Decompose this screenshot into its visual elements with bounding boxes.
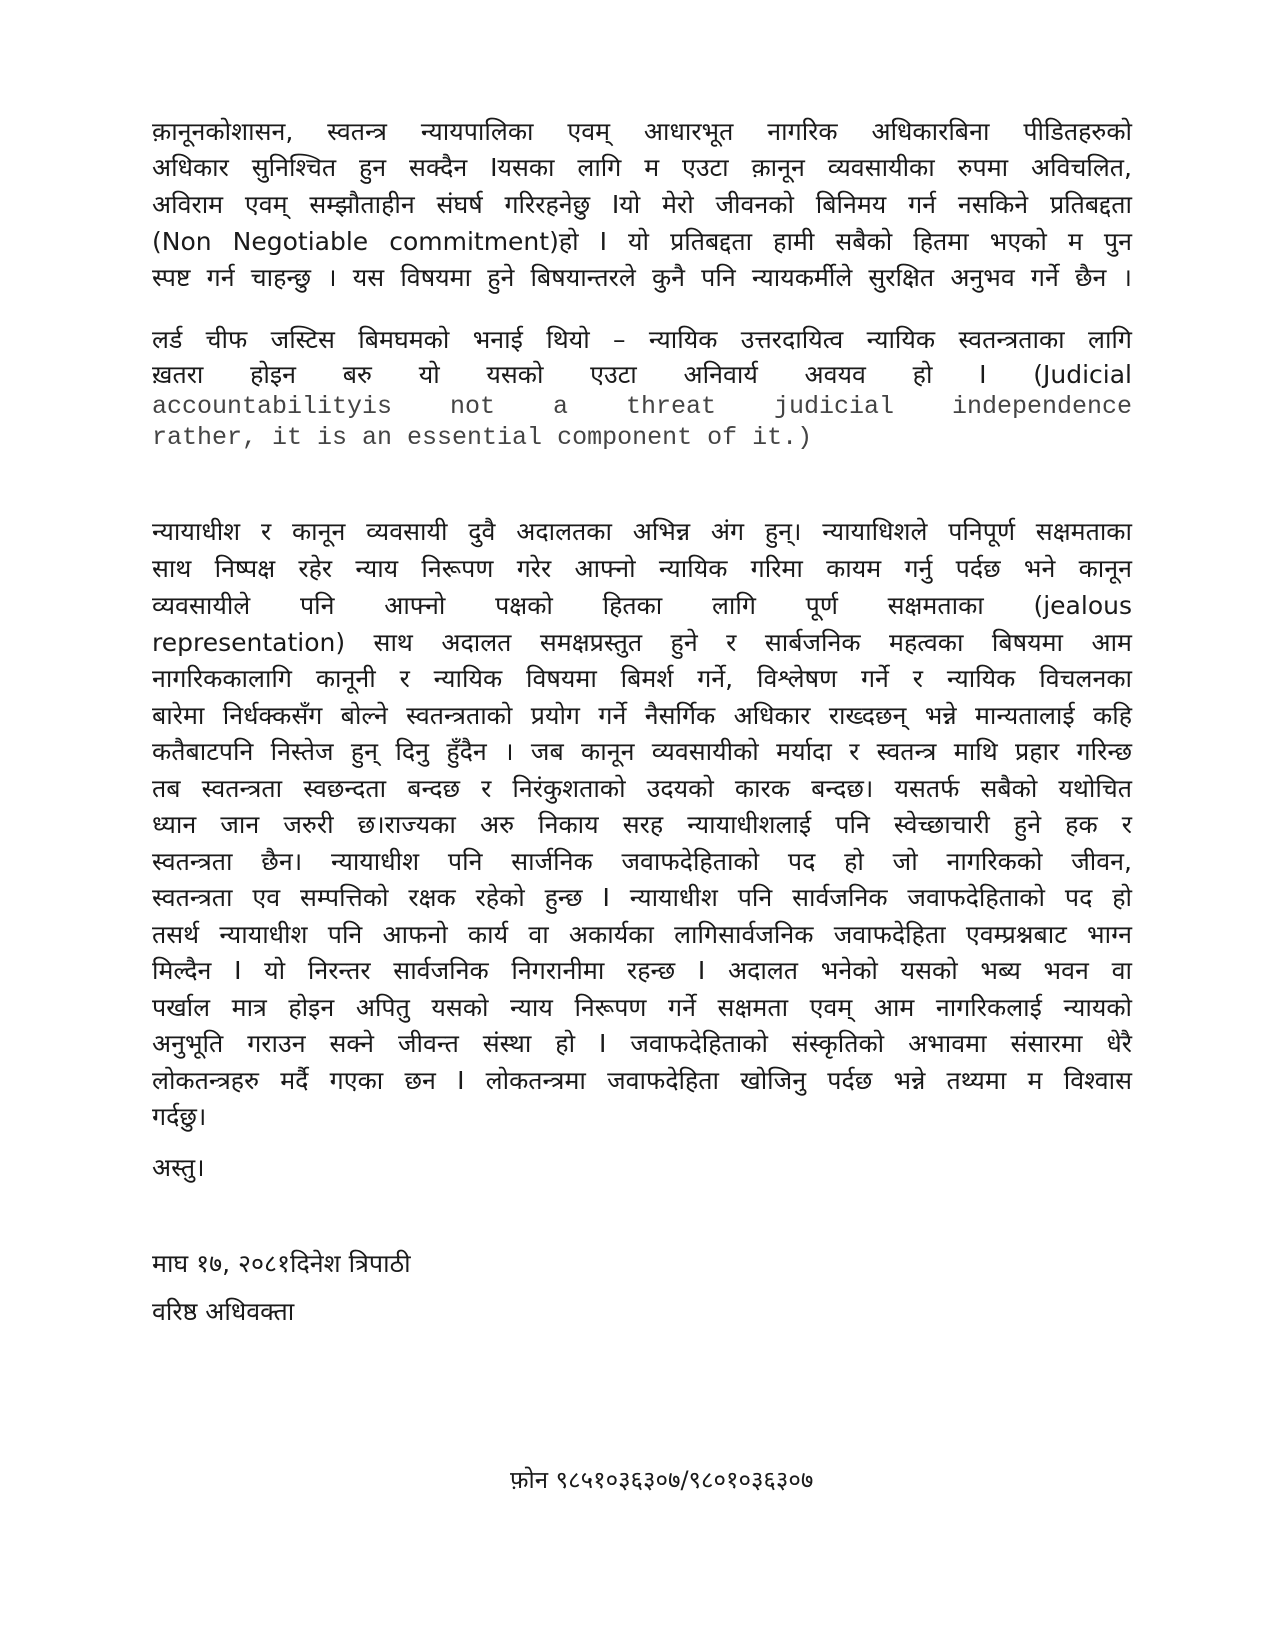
text-line: पर्खाल मात्र होइन अपितु यसको न्याय निरूपण गर्ने सक्षमता एवम् आम नागरिकलाई न्यायको: [152, 993, 1132, 1022]
quote-english-line: rather, it is an essential component of it.): [152, 423, 813, 452]
quote-line: लर्ड चीफ जस्टिस बिमघमको भनाई थियो – न्यायिक उत्तरदायित्व न्यायिक स्वतन्त्रताका लागि: [152, 325, 1132, 354]
phone-number: फ़ोन ९८५१०३६३०७/९८०१०३६३०७: [510, 1466, 814, 1494]
text-line: अनुभूति गराउन सक्ने जीवन्त संस्था हो I जवाफदेहिताको संस्कृतिको अभावमा संसारमा धेरै: [152, 1029, 1132, 1058]
text-line: अविराम एवम् सम्झौताहीन संघर्ष गरिरहनेछु Iयो मेरो जीवनको बिनिमय गर्न नसकिने प्रतिबद्दता: [152, 190, 1132, 219]
text-line: स्पष्ट गर्न चाहन्छु । यस विषयमा हुने बिषयान्तरले कुनै पनि न्यायकर्मीले सुरक्षित अनुभव गर्ने छैन ।: [152, 263, 1132, 292]
quote-line: ख़तरा होइन बरु यो यसको एउटा अनिवार्य अवयव हो I (Judicial: [152, 360, 1132, 389]
text-line: कतैबाटपनि निस्तेज हुन् दिनु हुँदैन । जब कानून व्यवसायीको मर्यादा र स्वतन्त्र माथि प्रहार गरिन्छ: [152, 737, 1132, 766]
text-line: अधिकार सुनिश्चित हुन सक्दैन Iयसका लागि म एउटा क़ानून व्यवसायीका रुपमा अविचलित,: [152, 153, 1132, 182]
signature-title: वरिष्ठ अधिवक्ता: [152, 1297, 295, 1326]
text-line: गर्दछु।: [152, 1102, 207, 1131]
text-line: (Non Negotiable commitment)हो I यो प्रतिबद्दता हामी सबैको हितमा भएको म पुन: [152, 227, 1132, 256]
text-line: representation) साथ अदालत समक्षप्रस्तुत हुने र सार्बजनिक महत्वका बिषयमा आम: [152, 628, 1132, 657]
text-line: तसर्थ न्यायाधीश पनि आफनो कार्य वा अकार्यका लागिसार्वजनिक जवाफदेहिता एवम्प्रश्नबाट भाग्न: [152, 920, 1132, 949]
text-line: साथ निष्पक्ष रहेर न्याय निरूपण गरेर आफ्नो न्यायिक गरिमा कायम गर्नु पर्दछ भने कानून: [152, 554, 1132, 583]
text-line: बारेमा निर्धक्कसँग बोल्ने स्वतन्त्रताको प्रयोग गर्ने नैसर्गिक अधिकार राख्दछन् भन्ने मान्यतालाई कहि: [152, 701, 1132, 730]
text-line: व्यवसायीले पनि आफ्नो पक्षको हितका लागि पूर्ण सक्षमताका (jealous: [152, 591, 1132, 620]
text-line: ध्यान जान जरुरी छ।राज्यका अरु निकाय सरह न्यायाधीशलाई पनि स्वेच्छाचारी हुने हक र: [152, 810, 1132, 839]
text-line: लोकतन्त्रहरु मर्दै गएका छन I लोकतन्त्रमा जवाफदेहिता खोजिनु पर्दछ भन्ने तथ्यमा म विश्वास: [152, 1066, 1132, 1095]
signature-date-name: माघ १७, २०८१दिनेश त्रिपाठी: [152, 1249, 411, 1278]
text-line: नागरिककालागि कानूनी र न्यायिक विषयमा बिमर्श गर्ने, विश्लेषण गर्ने र न्यायिक विचलनका: [152, 664, 1132, 693]
text-line: तब स्वतन्त्रता स्वछन्दता बन्दछ र निरंकुशताको उदयको कारक बन्दछ। यसतर्फ सबैको यथोचित: [152, 774, 1132, 803]
quote-english-line: accountabilityis not a threat judicial independence: [152, 392, 1132, 421]
text-line: स्वतन्त्रता एव सम्पत्तिको रक्षक रहेको हुन्छ I न्यायाधीश पनि सार्वजनिक जवाफदेहिताको पद हो: [152, 883, 1132, 912]
closing-text: अस्तु।: [152, 1153, 205, 1182]
text-line: मिल्दैन I यो निरन्तर सार्वजनिक निगरानीमा रहन्छ I अदालत भनेको यसको भब्य भवन वा: [152, 956, 1132, 985]
text-line: क़ानूनकोशासन, स्वतन्त्र न्यायपालिका एवम् आधारभूत नागरिक अधिकारबिना पीडितहरुको: [152, 117, 1132, 146]
text-line: न्यायाधीश र कानून व्यवसायी दुवै अदालतका अभिन्न अंग हुन्। न्यायाधिशले पनिपूर्ण सक्षमताका: [152, 517, 1132, 546]
text-line: स्वतन्त्रता छैन। न्यायाधीश पनि सार्जनिक जवाफदेहिताको पद हो जो नागरिकको जीवन,: [152, 847, 1132, 876]
